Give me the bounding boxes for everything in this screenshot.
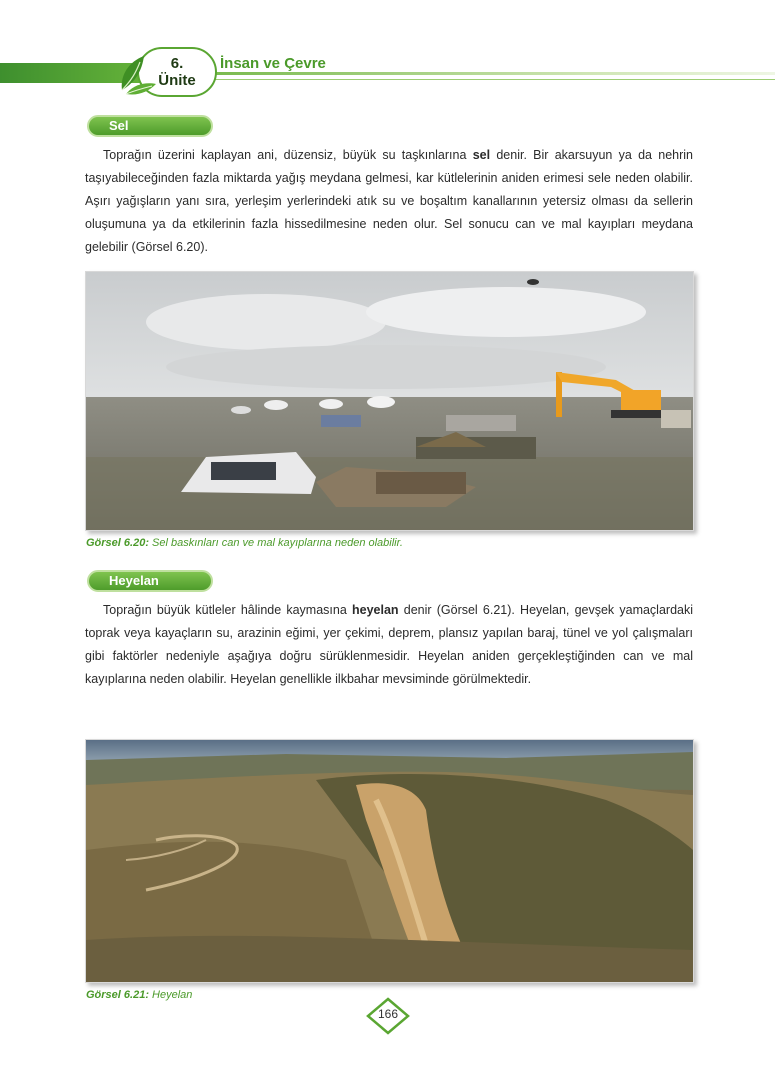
heyelan-paragraph: Toprağın büyük kütleler hâlinde kaymasına heyelan denir (Görsel 6.21). Heyelan, gevşek yamaçlardaki toprak veya kayaçların su, arazinin eğimi, yer çekimi, deprem, plansız yapılan baraj, tünel ve yol çalışmaları gibi faktörler nedeniyle aşağıya doğru sürüklenmesidir. Heyelan aniden gerçekleştiğinden can ve mal kayıplarına neden olabilir. Heyelan genellikle ilkbahar mevsiminde görülmektedir. — [85, 603, 694, 686]
leaf-icon — [116, 50, 164, 96]
flood-photo — [85, 271, 694, 531]
section-heading-heyelan: Heyelan — [87, 570, 213, 592]
term-heyelan: heyelan — [352, 603, 399, 617]
unit-word: Ünite — [158, 72, 196, 89]
header-line-thin — [215, 79, 775, 80]
header-line — [150, 72, 775, 75]
chapter-title: İnsan ve Çevre — [220, 55, 326, 72]
sel-paragraph: Toprağın üzerini kaplayan ani, düzensiz, büyük su taşkınlarına sel denir. Bir akarsuyun ya da nehrin taşıyabileceğinden fazla miktarda yağış meydana gelmesi, kar kütlelerinin aniden erimesi sele neden olabilir. Aşırı yağışların yanı sıra, yerleşim yerlerindeki atık su ve boşaltım kanallarının yetersiz olması da sellerin oluşumuna ya da etkilerinin fazla hissedilmesine neden olur. Sel sonucu can ve mal kayıpları meydana gelebilir (Görsel 6.20). — [85, 148, 693, 254]
term-sel: sel — [472, 148, 491, 162]
page-number — [366, 997, 410, 1035]
section-heading-sel: Sel — [87, 115, 213, 137]
figure-caption-6-20: Görsel 6.20: Sel baskınları can ve mal kayıplarına neden olabilir. — [86, 537, 403, 549]
figure-caption-6-21: Görsel 6.21: Heyelan — [86, 989, 193, 1001]
unit-number: 6. — [170, 55, 184, 72]
landslide-photo — [85, 739, 694, 983]
page-number-text: 166 — [377, 1007, 399, 1021]
